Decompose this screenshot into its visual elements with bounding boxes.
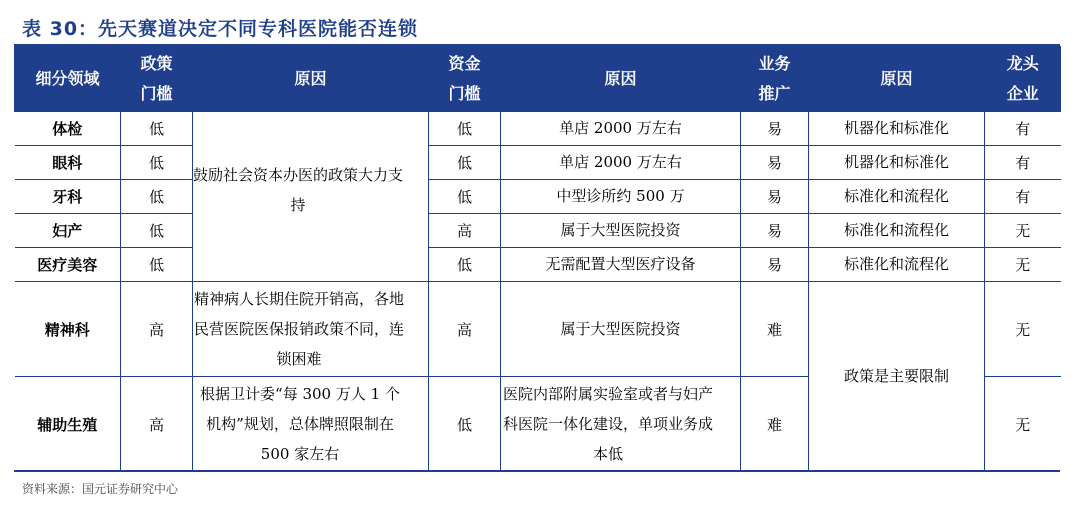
cell-business-reason: 机器化和标准化 (809, 146, 985, 180)
cell-capital: 高 (429, 214, 501, 248)
source-note: 资料来源：国元证券研究中心 (22, 482, 179, 496)
cell-capital-reason: 中型诊所约 500 万 (501, 180, 741, 214)
cell-business: 易 (741, 180, 809, 214)
cell-capital-reason: 医院内部附属实验室或者与妇产科医院一体化建设，单项业务成本低 (501, 377, 741, 472)
cell-policy-reason: 根据卫计委“每 300 万人 1 个机构”规划，总体牌照限制在 500 家左右 (193, 377, 429, 472)
cell-capital-reason: 属于大型医院投资 (501, 282, 741, 377)
cell-business: 易 (741, 214, 809, 248)
cell-field: 眼科 (15, 146, 121, 180)
cell-leader: 有 (985, 146, 1061, 180)
cell-policy: 高 (121, 377, 193, 472)
header-business: 业务 推广 (741, 46, 809, 112)
header-capital: 资金 门槛 (429, 46, 501, 112)
cell-leader: 无 (985, 282, 1061, 377)
cell-field: 精神科 (15, 282, 121, 377)
cell-business-reason: 标准化和流程化 (809, 180, 985, 214)
cell-business: 易 (741, 248, 809, 282)
table-row (15, 248, 1061, 282)
cell-capital: 低 (429, 377, 501, 472)
cell-policy: 低 (121, 146, 193, 180)
cell-field: 牙科 (15, 180, 121, 214)
cell-capital-reason: 无需配置大型医疗设备 (501, 248, 741, 282)
header-row (15, 46, 1061, 112)
cell-capital: 低 (429, 146, 501, 180)
cell-policy: 低 (121, 248, 193, 282)
cell-policy-reason-group: 鼓励社会资本办医的政策大力支持 (193, 112, 429, 282)
cell-policy: 低 (121, 180, 193, 214)
cell-capital: 高 (429, 282, 501, 377)
cell-business-reason: 标准化和流程化 (809, 214, 985, 248)
header-capital-reason: 原因 (501, 46, 741, 112)
table-row (15, 180, 1061, 214)
table-row (15, 282, 1061, 377)
cell-capital: 低 (429, 112, 501, 146)
cell-capital-reason: 属于大型医院投资 (501, 214, 741, 248)
cell-business: 易 (741, 146, 809, 180)
table-row (15, 214, 1061, 248)
cell-leader: 无 (985, 214, 1061, 248)
cell-leader: 有 (985, 112, 1061, 146)
cell-policy: 低 (121, 112, 193, 146)
cell-field: 妇产 (15, 214, 121, 248)
cell-capital: 低 (429, 248, 501, 282)
cell-business-reason-group: 政策是主要限制 (809, 282, 985, 472)
header-leader: 龙头 企业 (985, 46, 1061, 112)
header-business-reason: 原因 (809, 46, 985, 112)
cell-field: 医疗美容 (15, 248, 121, 282)
bottom-rule (14, 470, 1060, 472)
cell-leader: 有 (985, 180, 1061, 214)
cell-leader: 无 (1015, 415, 1031, 434)
cell-business: 难 (741, 282, 809, 377)
cell-capital-reason: 单店 2000 万左右 (501, 146, 741, 180)
cell-business-reason: 机器化和标准化 (809, 112, 985, 146)
header-policy-reason: 原因 (193, 46, 429, 112)
cell-policy: 低 (121, 214, 193, 248)
cell-policy: 高 (121, 282, 193, 377)
table-row (15, 112, 1061, 146)
table-title: 表 30：先天赛道决定不同专科医院能否连锁 (22, 18, 419, 40)
header-policy: 政策 门槛 (121, 46, 193, 112)
cell-business: 易 (741, 112, 809, 146)
cell-capital: 低 (429, 180, 501, 214)
cell-field: 体检 (15, 112, 121, 146)
cell-business-reason: 标准化和流程化 (809, 248, 985, 282)
cell-policy-reason: 精神病人长期住院开销高，各地民营医院医保报销政策不同，连锁困难 (193, 282, 429, 377)
header-field: 细分领域 (15, 46, 121, 112)
cell-business: 难 (741, 377, 809, 472)
comparison-table (14, 46, 1061, 472)
cell-field: 辅助生殖 (15, 377, 121, 472)
cell-capital-reason: 单店 2000 万左右 (501, 112, 741, 146)
table-row (15, 146, 1061, 180)
cell-leader: 无 (985, 248, 1061, 282)
